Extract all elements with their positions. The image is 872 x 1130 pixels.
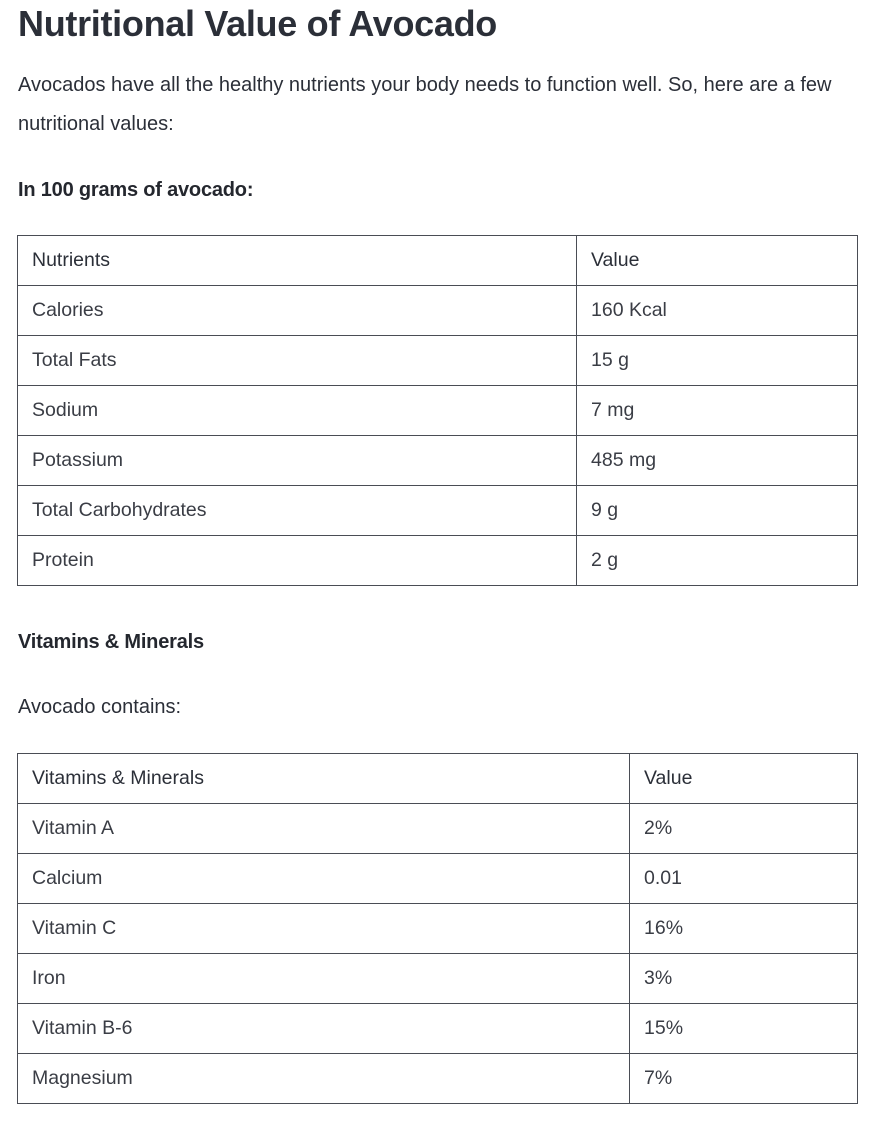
table-row <box>18 486 858 536</box>
nutrient-name: Sodium <box>18 386 577 436</box>
nutrient-value: 160 Kcal <box>577 286 858 336</box>
nutrient-value: 15 g <box>577 336 858 386</box>
table-row <box>18 954 858 1004</box>
nutrient-value: 2 g <box>577 536 858 586</box>
table-header-row <box>18 754 858 804</box>
table-row <box>18 1004 858 1054</box>
vitamin-name: Vitamin B-6 <box>18 1004 630 1054</box>
vitamin-name: Vitamin A <box>18 804 630 854</box>
column-header-value: Value <box>630 754 858 804</box>
vitamin-name: Iron <box>18 954 630 1004</box>
column-header-vitamins: Vitamins & Minerals <box>18 754 630 804</box>
nutrient-name: Calories <box>18 286 577 336</box>
table-row <box>18 386 858 436</box>
vitamins-subheading: Vitamins & Minerals <box>18 631 204 653</box>
column-header-nutrients: Nutrients <box>18 236 577 286</box>
table-row <box>18 804 858 854</box>
table-row <box>18 436 858 486</box>
page-title: Nutritional Value of Avocado <box>18 3 497 44</box>
nutrient-value: 485 mg <box>577 436 858 486</box>
nutrient-value: 7 mg <box>577 386 858 436</box>
table-row <box>18 904 858 954</box>
vitamin-value: 16% <box>630 904 858 954</box>
table-row <box>18 536 858 586</box>
vitamin-value: 15% <box>630 1004 858 1054</box>
vitamin-value: 3% <box>630 954 858 1004</box>
vitamin-value: 2% <box>630 804 858 854</box>
vitamin-name: Vitamin C <box>18 904 630 954</box>
table-row <box>18 1054 858 1104</box>
vitamins-intro: Avocado contains: <box>18 696 182 718</box>
table-header-row <box>18 236 858 286</box>
table-row <box>18 854 858 904</box>
nutrient-name: Total Fats <box>18 336 577 386</box>
vitamin-name: Magnesium <box>18 1054 630 1104</box>
column-header-value: Value <box>577 236 858 286</box>
nutrient-name: Potassium <box>18 436 577 486</box>
nutrient-name: Total Carbohydrates <box>18 486 577 536</box>
table-row <box>18 286 858 336</box>
nutrients-table <box>17 235 858 586</box>
vitamins-table <box>17 753 858 1104</box>
vitamin-name: Calcium <box>18 854 630 904</box>
intro-paragraph: Avocados have all the healthy nutrients your body needs to function well. So, here are a few nutritional values: <box>18 74 832 135</box>
nutrient-name: Protein <box>18 536 577 586</box>
nutrient-value: 9 g <box>577 486 858 536</box>
vitamin-value: 0.01 <box>630 854 858 904</box>
table-row <box>18 336 858 386</box>
vitamin-value: 7% <box>630 1054 858 1104</box>
nutrients-subheading: In 100 grams of avocado: <box>18 179 254 201</box>
